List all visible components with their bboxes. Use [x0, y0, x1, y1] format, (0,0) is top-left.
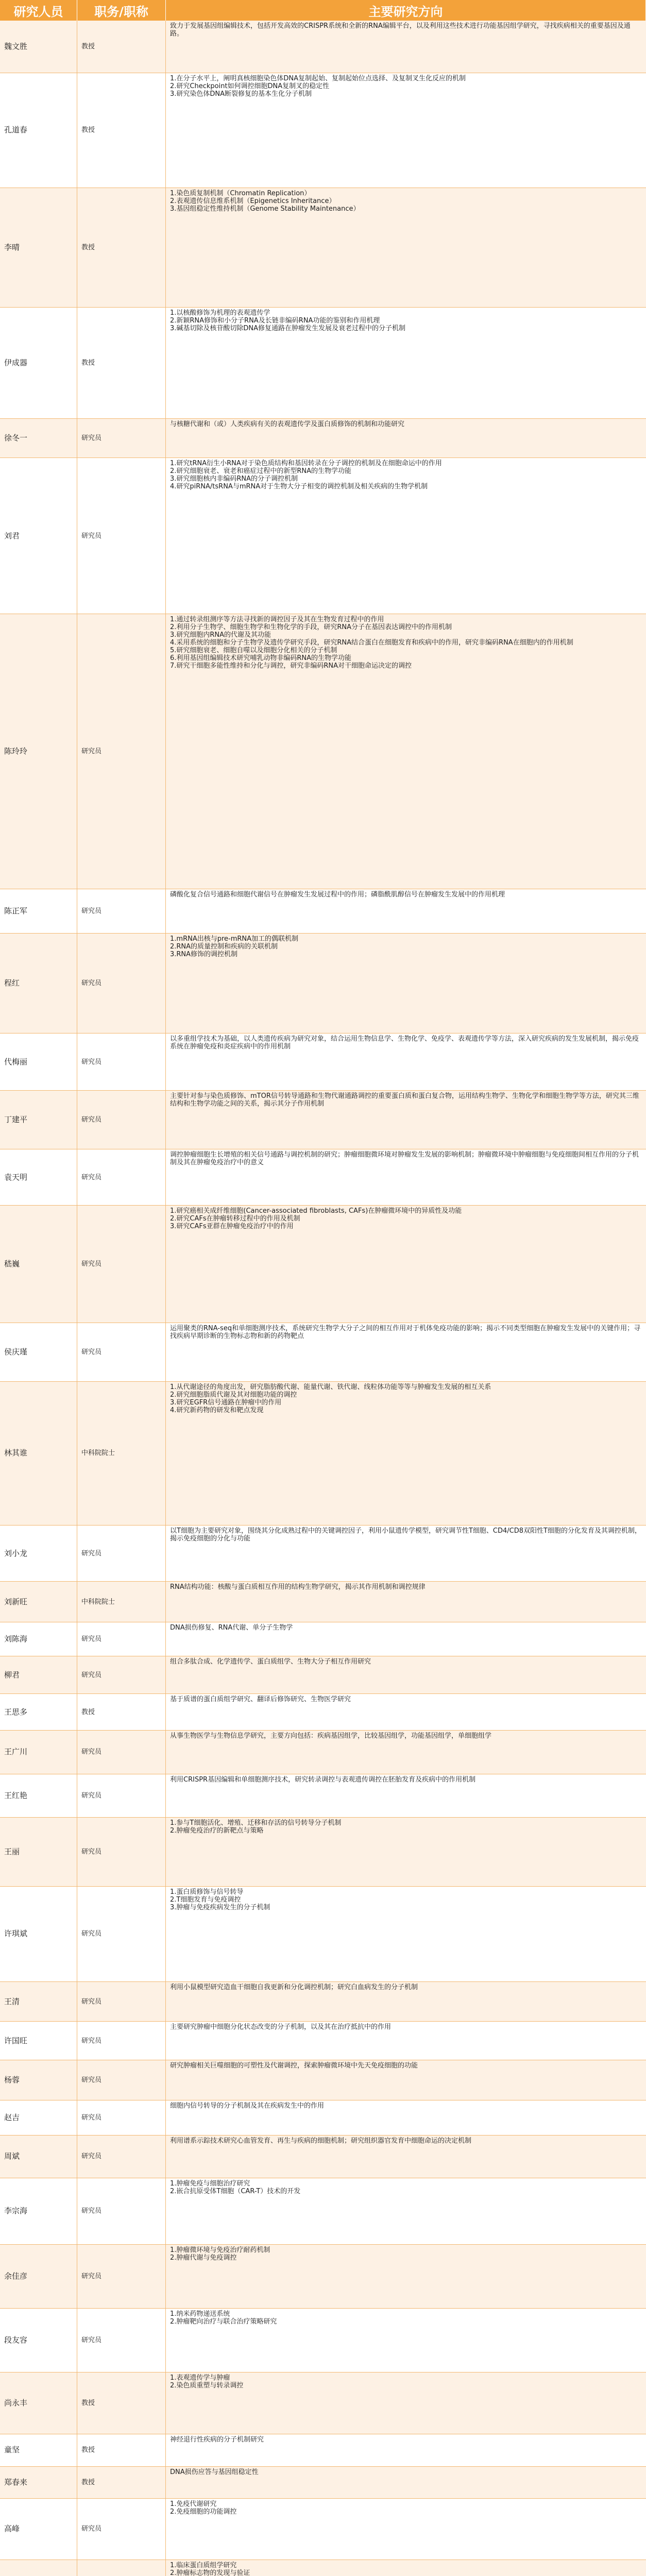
research-cell [166, 1033, 646, 1090]
research-direction: 基于质谱的蛋白质组学研究、翻译后修饰研究、生物医学研究 [170, 1696, 351, 1704]
researcher-title: 中科院院士 [77, 1382, 166, 1525]
research-direction: 主要研究肿瘤中细胞分化状态改变的分子机制，以及其在治疗抵抗中的作用 [170, 2023, 392, 2031]
researcher-title: 教授 [77, 1694, 166, 1730]
researcher-title: 研究员 [77, 1818, 166, 1886]
researcher-title: 研究员 [77, 2245, 166, 2308]
table-row [0, 1033, 646, 1091]
researcher-title: 研究员 [77, 2022, 166, 2060]
researcher-name: 徐冬一 [0, 419, 77, 457]
research-cell [166, 614, 646, 889]
researcher-name: 高峰 [0, 2499, 77, 2560]
researcher-title: 研究员 [77, 1622, 166, 1656]
researcher-title: 研究员 [77, 2178, 166, 2245]
research-direction: 1.肿瘤微环境与免疫治疗耐药机制 2.肿瘤代谢与免疫调控 [170, 2246, 270, 2262]
researcher-title: 研究员 [77, 2309, 166, 2372]
research-direction: 组合多肽合成、化学遗传学、蛋白质组学、生物大分子相互作用研究 [170, 1658, 371, 1666]
researcher-title: 研究员 [77, 614, 166, 889]
research-direction: 1.从代谢途径的角度出发，研究脂肪酸代谢、能量代谢、铁代谢、线粒体功能等等与肿瘤发生发展的相互关系 2.研究细胞脂质代谢及其对细胞功能的调控 3.研究EGFR信号通路在肿瘤中的作用 4.研究新药物的研发和靶点发现 [170, 1383, 491, 1414]
researcher-title: 研究员 [77, 1206, 166, 1323]
researcher-title [77, 2560, 166, 2576]
researcher-name: 李宗海 [0, 2178, 77, 2245]
researcher-name: 刘陈海 [0, 1622, 77, 1656]
table-row [0, 308, 646, 419]
researcher-title: 研究员 [77, 458, 166, 614]
researcher-title: 研究员 [77, 934, 166, 1033]
researcher-name: 王丽 [0, 1818, 77, 1886]
research-direction: 1.mRNA出核与pre-mRNA加工的偶联机制 2.RNA的质量控制和疾病的关联机制 3.RNA修饰的调控机制 [170, 935, 299, 958]
research-cell [166, 419, 646, 457]
researcher-title: 研究员 [77, 1149, 166, 1205]
researcher-name: 林其谁 [0, 1382, 77, 1525]
research-cell [166, 1656, 646, 1693]
research-cell [166, 1323, 646, 1381]
researcher-name: 刘小龙 [0, 1526, 77, 1581]
researcher-name: 伊成器 [0, 308, 77, 419]
research-cell [166, 2060, 646, 2099]
table-row [0, 1622, 646, 1656]
table-row [0, 188, 646, 308]
table-row [0, 2060, 646, 2100]
researcher-name: 程红 [0, 934, 77, 1033]
header-title: 职务/职称 [77, 0, 166, 21]
research-direction: 1.肿瘤免疫与细胞治疗研究 2.嵌合抗原受体T细胞（CAR-T）技术的开发 [170, 2179, 301, 2195]
research-direction: 调控肿瘤细胞生长增殖的相关信号通路与调控机制的研究；肿瘤细胞微环境对肿瘤发生发展的影响机制；肿瘤微环境中肿瘤细胞与免疫细胞间相互作用的分子机制及其在肿瘤免疫治疗中的意义 [170, 1151, 639, 1167]
researcher-name: 段友容 [0, 2309, 77, 2372]
research-cell [166, 1731, 646, 1774]
table-row [0, 1323, 646, 1382]
researcher-title: 研究员 [77, 1526, 166, 1581]
researcher-title: 研究员 [77, 1774, 166, 1818]
table-row [0, 2245, 646, 2309]
table-row [0, 2136, 646, 2178]
research-direction: 1.免疫代谢研究 2.免疫细胞的功能调控 [170, 2500, 237, 2516]
researcher-title: 中科院院士 [77, 1582, 166, 1622]
table-row [0, 2434, 646, 2466]
researcher-name [0, 2560, 77, 2576]
research-cell [166, 2178, 646, 2245]
research-direction: 1.临床蛋白质组学研究 2.肿瘤标志物的发现与验证 [170, 2561, 250, 2576]
research-cell [166, 1982, 646, 2021]
researcher-name: 童坚 [0, 2434, 77, 2466]
researcher-title: 研究员 [77, 1323, 166, 1381]
table-row [0, 1731, 646, 1774]
research-direction: 1.纳米药物递送系统 2.肿瘤靶向治疗与联合治疗策略研究 [170, 2310, 277, 2326]
table-row [0, 1818, 646, 1887]
research-direction: 运用聚类的RNA-seq和单细胞测序技术，系统研究生物学大分子之间的相互作用对于机体免疫功能的影响；揭示不同类型细胞在肿瘤发生发展中的关键作用；寻找疾病早期诊断的生物标志物和新的药物靶点 [170, 1324, 641, 1340]
table-row [0, 889, 646, 934]
research-cell [166, 1526, 646, 1581]
research-cell [166, 21, 646, 73]
table-row [0, 1582, 646, 1622]
researcher-title: 研究员 [77, 1033, 166, 1090]
table-row [0, 1382, 646, 1526]
research-direction: DNA损伤应答与基因组稳定性 [170, 2468, 259, 2476]
research-direction: RNA结构功能：核酸与蛋白质相互作用的结构生物学研究，揭示其作用机制和调控规律 [170, 1583, 426, 1591]
researcher-name: 赵吉 [0, 2100, 77, 2135]
research-direction: 利用小鼠模型研究造血干细胞自我更新和分化调控机制；研究白血病发生的分子机制 [170, 1984, 418, 1992]
researcher-title: 研究员 [77, 1887, 166, 1981]
researcher-title: 研究员 [77, 2060, 166, 2099]
researcher-title: 教授 [77, 73, 166, 188]
research-direction: 1.表观遗传学与肿瘤 2.染色质重塑与转录调控 [170, 2374, 244, 2389]
researcher-name: 魏文胜 [0, 21, 77, 73]
table-row [0, 1206, 646, 1323]
researcher-name: 杨蓉 [0, 2060, 77, 2099]
researcher-name: 尚永丰 [0, 2372, 77, 2434]
researcher-title: 研究员 [77, 1656, 166, 1693]
research-cell [166, 1818, 646, 1886]
researcher-name: 王思多 [0, 1694, 77, 1730]
researcher-name: 袁天明 [0, 1149, 77, 1205]
research-direction: 1.通过转录组测序等方法寻找新的调控因子及其在生物发育过程中的作用 2.利用分子生物学、细胞生物学和生物化学的手段，研究RNA分子在基因表达调控中的作用机制 3.研究细胞内RNA的代谢及其功能 4.采用系统的细胞和分子生物学及遗传学研究手段，研究RNA结合蛋白在细胞发育和疾病中的作用，研究非编码RNA在细胞内的作用机制 5.研究细胞衰老、细胞自噬以及细胞分化相关的分子机制 6.利用基因组编辑技术研究哺乳动物非编码RNA的生物学功能 7.研究干细胞多能性维持和分化与调控，研究非编码RNA对干细胞命运决定的调控 [170, 616, 573, 670]
table-row [0, 1887, 646, 1982]
researcher-title: 研究员 [77, 2136, 166, 2178]
table-row [0, 21, 646, 73]
research-cell [166, 1091, 646, 1149]
researcher-title: 研究员 [77, 419, 166, 457]
table-row [0, 1091, 646, 1150]
table-row [0, 2100, 646, 2136]
table-header [0, 0, 646, 21]
research-direction: DNA损伤修复、RNA代谢、单分子生物学 [170, 1624, 293, 1632]
research-cell [166, 2372, 646, 2434]
researcher-name: 嵇巍 [0, 1206, 77, 1323]
researcher-name: 代梅丽 [0, 1033, 77, 1090]
table-row [0, 2372, 646, 2435]
research-cell [166, 1887, 646, 1981]
research-direction: 以T细胞为主要研究对象，围绕其分化成熟过程中的关键调控因子，利用小鼠遗传学模型，研究调节性T细胞、CD4/CD8双阳性T细胞的分化发育及其调控机制，揭示免疫细胞的分化与功能 [170, 1527, 641, 1543]
research-direction: 以多重组学技术为基础，以人类遗传疾病为研究对象，结合运用生物信息学、生物化学、免疫学、表观遗传学等方法，深入研究疾病的发生发展机制，揭示免疫系统在肿瘤免疫和炎症疾病中的作用机制 [170, 1035, 639, 1051]
researcher-name: 刘君 [0, 458, 77, 614]
research-direction: 主要针对参与染色质修饰、mTOR信号转导通路和生物代谢通路调控的重要蛋白质和蛋白复合物，运用结构生物学、生物化学和细胞生物学等方法，研究其三维结构和生物学功能之间的关系，揭示其分子作用机制 [170, 1092, 639, 1108]
table-row [0, 934, 646, 1033]
table-row [0, 2178, 646, 2245]
researcher-title: 教授 [77, 21, 166, 73]
researcher-name: 王清 [0, 1982, 77, 2021]
header-researcher: 研究人员 [0, 0, 77, 21]
researcher-title: 教授 [77, 188, 166, 307]
table-row [0, 73, 646, 189]
table-row [0, 1526, 646, 1582]
researcher-name: 郑春来 [0, 2467, 77, 2498]
researcher-name: 侯庆瑾 [0, 1323, 77, 1381]
table-row [0, 1149, 646, 1205]
research-direction: 1.在分子水平上，阐明真核细胞染色体DNA复制起始、复制起始位点选择、及复制叉生化反应的机制 2.研究Checkpoint如何调控细胞DNA复制叉的稳定性 3.研究染色体DNA断裂修复的基本生化分子机制 [170, 74, 466, 98]
table-row [0, 458, 646, 614]
research-cell [166, 458, 646, 614]
research-cell [166, 2100, 646, 2135]
table-row [0, 2499, 646, 2560]
researcher-title: 研究员 [77, 1982, 166, 2021]
researcher-title: 教授 [77, 308, 166, 419]
research-cell [166, 1149, 646, 1205]
research-direction: 细胞内信号转导的分子机制及其在疾病发生中的作用 [170, 2102, 325, 2110]
table-row [0, 614, 646, 889]
researcher-name: 刘新旺 [0, 1582, 77, 1622]
research-direction: 1.染色质复制机制（Chromatin Replication） 2.表观遗传信息维系机制（Epigenetics Inheritance） 3.基因组稳定性维持机制（Genome Stability Maintenance） [170, 190, 360, 213]
research-cell [166, 2434, 646, 2466]
researcher-name: 柳君 [0, 1656, 77, 1693]
researcher-name: 王红艳 [0, 1774, 77, 1818]
research-cell [166, 1382, 646, 1525]
table-row [0, 419, 646, 458]
research-direction: 1.参与T细胞活化、增殖、迁移和存活的信号转导分子机制 2.肿瘤免疫治疗的新靶点与策略 [170, 1819, 342, 1835]
research-cell [166, 188, 646, 307]
research-cell [166, 1694, 646, 1730]
table-row [0, 1694, 646, 1731]
research-cell [166, 2136, 646, 2178]
researcher-name: 周斌 [0, 2136, 77, 2178]
researcher-title: 研究员 [77, 1091, 166, 1149]
header-research: 主要研究方向 [166, 0, 646, 21]
research-cell [166, 2309, 646, 2372]
research-cell [166, 1622, 646, 1656]
researcher-name: 丁建平 [0, 1091, 77, 1149]
researcher-name: 孔道春 [0, 73, 77, 188]
research-direction: 研究肿瘤相关巨噬细胞的可塑性及代谢调控，探索肿瘤微环境中先天免疫细胞的功能 [170, 2062, 418, 2070]
researcher-title: 教授 [77, 2467, 166, 2498]
research-direction: 利用谱系示踪技术研究心血管发育、再生与疾病的细胞机制；研究组织器官发育中细胞命运的决定机制 [170, 2137, 472, 2145]
research-direction: 与核糖代谢和（或）人类疾病有关的表观遗传学及蛋白质修饰的机制和功能研究 [170, 420, 405, 429]
researcher-title: 教授 [77, 2434, 166, 2466]
research-cell [166, 2499, 646, 2560]
research-direction: 利用CRISPR基因编辑和单细胞测序技术，研究转录调控与表观遗传调控在胚胎发育及疾病中的作用机制 [170, 1775, 476, 1784]
table-row [0, 1656, 646, 1694]
research-cell [166, 1206, 646, 1323]
table-row [0, 2309, 646, 2372]
researcher-name: 余佳彦 [0, 2245, 77, 2308]
research-cell [166, 889, 646, 933]
researcher-title: 研究员 [77, 1731, 166, 1774]
researcher-title: 教授 [77, 2372, 166, 2434]
researcher-title: 研究员 [77, 889, 166, 933]
researcher-title: 研究员 [77, 2499, 166, 2560]
researcher-name: 陈正军 [0, 889, 77, 933]
research-direction: 1.研究tRNA衍生小RNA对于染色质结构和基因转录在分子调控的机制及在细胞命运中的作用 2.研究细胞衰老、衰老和癌症过程中的新型RNA的生物学功能 3.研究细胞核内非编码RNA的分子调控机制 4.研究piRNA/tsRNA与mRNA对于生物大分子相变的调控机制及相关疾病的生物学机制 [170, 460, 442, 491]
research-cell [166, 2560, 646, 2576]
research-cell [166, 2467, 646, 2498]
researcher-name: 王广川 [0, 1731, 77, 1774]
researcher-title: 研究员 [77, 2100, 166, 2135]
research-cell [166, 73, 646, 188]
research-direction: 1.研究癌相关成纤维细胞(Cancer-associated fibroblasts, CAFs)在肿瘤微环境中的异质性及功能 2.研究CAFs在肿瘤转移过程中的作用及机制 3.研究CAFs亚群在肿瘤免疫治疗中的作用 [170, 1207, 462, 1230]
research-cell [166, 934, 646, 1033]
research-direction: 1.蛋白质修饰与信号转导 2.T细胞发育与免疫调控 3.肿瘤与免疫疾病发生的分子机制 [170, 1888, 270, 1911]
research-direction: 从事生物医学与生物信息学研究，主要方向包括：疾病基因组学，比较基因组学，功能基因组学，单细胞组学 [170, 1732, 492, 1740]
research-cell [166, 1774, 646, 1818]
research-direction: 致力于发展基因组编辑技术，包括开发高效的CRISPR系统和全新的RNA编辑平台，以及利用这些技术进行功能基因组学研究，寻找疾病相关的重要基因及通路。 [170, 22, 631, 38]
researcher-name: 李晴 [0, 188, 77, 307]
research-direction: 磷酸化复合信号通路和细胞代谢信号在肿瘤发生发展过程中的作用；磷脂酰肌醇信号在肿瘤发生发展中的作用机理 [170, 890, 505, 899]
table-row [0, 2560, 646, 2576]
researcher-name: 许琪斌 [0, 1887, 77, 1981]
research-direction: 1.以核酸修饰为机理的表观遗传学 2.新颖RNA修饰和小分子RNA及长链非编码RNA功能的鉴别和作用机理 3.碱基切除及核苷酸切除DNA修复通路在肿瘤发生发展及衰老过程中的分子机制 [170, 309, 406, 332]
research-cell [166, 2022, 646, 2060]
table-row [0, 1774, 646, 1818]
researcher-name: 许国旺 [0, 2022, 77, 2060]
research-cell [166, 2245, 646, 2308]
table-row [0, 2467, 646, 2499]
research-cell [166, 1582, 646, 1622]
research-direction: 神经退行性疾病的分子机制研究 [170, 2436, 264, 2444]
table-row [0, 2022, 646, 2060]
researcher-name: 陈玲玲 [0, 614, 77, 889]
table-row [0, 1982, 646, 2022]
research-cell [166, 308, 646, 419]
table-body [0, 21, 646, 2576]
